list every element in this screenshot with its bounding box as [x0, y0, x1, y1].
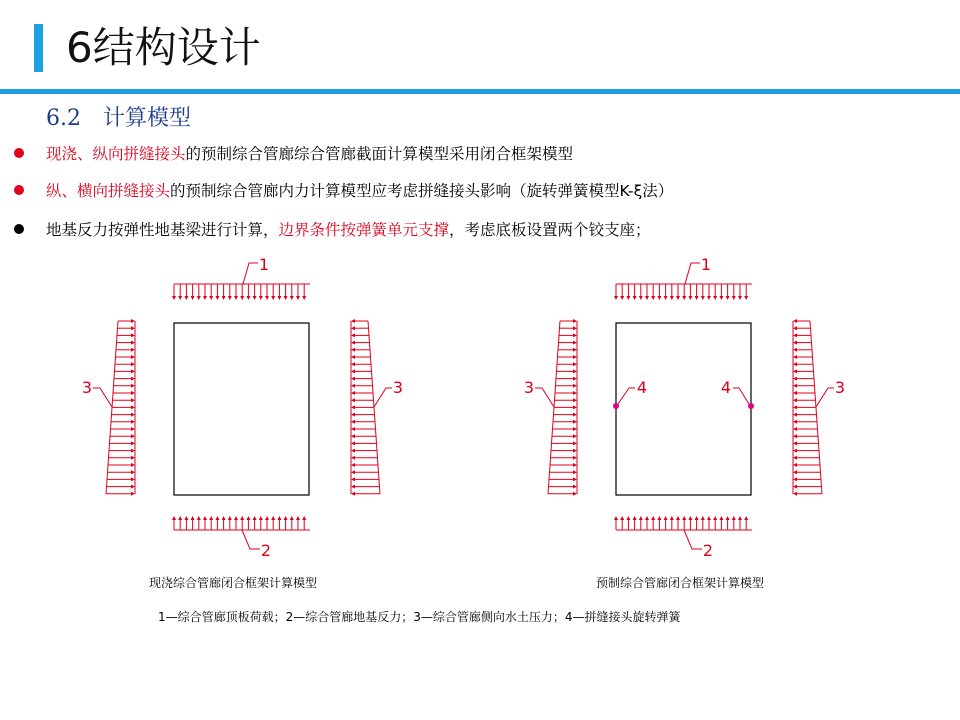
load-arrowhead: [351, 333, 355, 337]
leader-line: [93, 388, 112, 407]
load-arrowhead: [271, 296, 275, 300]
bullet-highlight: 边界条件按弹簧单元支撑: [278, 221, 450, 239]
load-arrowhead: [707, 516, 711, 520]
load-arrowhead: [620, 296, 624, 300]
load-arrowhead: [701, 516, 705, 520]
load-arrowhead: [351, 326, 355, 330]
load-arrowhead: [351, 377, 355, 381]
load-arrowhead: [351, 405, 355, 409]
load-arrowhead: [234, 296, 238, 300]
load-arrowhead: [744, 296, 748, 300]
load-arrowhead: [290, 296, 294, 300]
load-arrowhead: [670, 296, 674, 300]
load-arrowhead: [573, 427, 577, 431]
load-arrowhead: [197, 296, 201, 300]
load-arrowhead: [793, 355, 797, 359]
bullet-item-1: [14, 143, 573, 165]
load-arrowhead: [302, 296, 306, 300]
load-arrowhead: [793, 492, 797, 496]
load-arrowhead: [573, 333, 577, 337]
load-arrowhead: [351, 477, 355, 481]
precast-frame-model: [524, 255, 845, 560]
load-arrowhead: [793, 333, 797, 337]
bullet-text-post: ，考虑底板设置两个铰支座；: [449, 221, 651, 239]
load-arrowhead: [131, 391, 135, 395]
load-arrowhead: [573, 369, 577, 373]
load-arrowhead: [626, 516, 630, 520]
load-arrowhead: [351, 369, 355, 373]
load-arrowhead: [131, 477, 135, 481]
load-arrowhead: [131, 492, 135, 496]
load-arrowhead: [793, 377, 797, 381]
load-arrowhead: [793, 362, 797, 366]
load-arrowhead: [793, 427, 797, 431]
leader-line: [535, 388, 554, 407]
diagram-legend: 1—综合管廊顶板荷载；2—综合管廊地基反力；3—综合管廊侧向水土压力；4—拼缝接头旋转弹簧: [158, 610, 681, 624]
load-arrowhead: [228, 296, 232, 300]
load-arrowhead: [573, 413, 577, 417]
load-arrowhead: [296, 296, 300, 300]
load-arrowhead: [253, 516, 257, 520]
load-arrowhead: [793, 456, 797, 460]
load-arrowhead: [732, 296, 736, 300]
title-rule: [0, 89, 960, 94]
label-left-load: 3: [81, 378, 93, 397]
load-arrowhead: [184, 516, 188, 520]
bullet-highlight: 现浇、纵向拼缝接头: [46, 145, 186, 163]
load-arrowhead: [259, 516, 263, 520]
load-arrowhead: [296, 516, 300, 520]
leader-line: [374, 388, 392, 407]
load-arrowhead: [793, 405, 797, 409]
load-arrowhead: [351, 456, 355, 460]
load-arrowhead: [246, 296, 250, 300]
label-spring-right: 4: [720, 378, 732, 397]
leader-line: [242, 530, 260, 549]
load-arrowhead: [191, 516, 195, 520]
load-arrowhead: [191, 296, 195, 300]
title-accent-bar: [34, 24, 43, 72]
load-arrowhead: [178, 516, 182, 520]
load-arrowhead: [793, 384, 797, 388]
load-arrowhead: [184, 296, 188, 300]
load-arrowhead: [131, 398, 135, 402]
load-arrowhead: [793, 449, 797, 453]
load-arrowhead: [131, 348, 135, 352]
load-arrowhead: [793, 319, 797, 323]
load-arrowhead: [131, 333, 135, 337]
load-arrowhead: [793, 391, 797, 395]
leader-line: [684, 530, 702, 549]
load-arrowhead: [573, 384, 577, 388]
section-number: 6.2: [46, 106, 81, 131]
leader-line: [243, 263, 258, 284]
load-arrowhead: [351, 341, 355, 345]
bullet-dot: [14, 224, 24, 234]
load-arrowhead: [573, 470, 577, 474]
load-arrowhead: [676, 516, 680, 520]
load-arrowhead: [215, 516, 219, 520]
bullet-text: 的预制综合管廊综合管廊截面计算模型采用闭合框架模型: [185, 145, 574, 163]
load-arrowhead: [351, 463, 355, 467]
load-arrowhead: [131, 434, 135, 438]
load-arrowhead: [222, 296, 226, 300]
load-arrowhead: [657, 296, 661, 300]
load-arrowhead: [633, 516, 637, 520]
section-heading: [46, 104, 191, 134]
load-arrowhead: [793, 485, 797, 489]
leader-line: [618, 388, 635, 404]
bullet-text: 的预制综合管廊内力计算模型应考虑拼缝接头影响（旋转弹簧模型K-ξ法）: [170, 182, 674, 200]
load-arrowhead: [302, 516, 306, 520]
load-arrowhead: [131, 355, 135, 359]
load-arrowhead: [351, 492, 355, 496]
bullet-highlight: 纵、横向拼缝接头: [46, 182, 171, 200]
bullet-item-2: [14, 180, 673, 202]
load-arrowhead: [131, 485, 135, 489]
label-bottom-load: 2: [702, 541, 714, 560]
load-arrowhead: [351, 391, 355, 395]
load-arrowhead: [657, 516, 661, 520]
load-arrowhead: [284, 516, 288, 520]
load-arrowhead: [203, 296, 207, 300]
bullet-dot: [14, 185, 24, 195]
load-arrowhead: [793, 369, 797, 373]
load-arrowhead: [573, 441, 577, 445]
frame-box: [174, 323, 309, 495]
load-arrowhead: [351, 434, 355, 438]
load-arrowhead: [351, 398, 355, 402]
load-arrowhead: [726, 296, 730, 300]
load-arrowhead: [131, 384, 135, 388]
load-arrowhead: [240, 516, 244, 520]
label-right-load: 3: [392, 378, 404, 397]
load-arrowhead: [573, 456, 577, 460]
load-arrowhead: [246, 516, 250, 520]
left-model-caption: 现浇综合管廊闭合框架计算模型: [149, 576, 318, 590]
load-arrowhead: [351, 470, 355, 474]
label-top-load: 1: [258, 255, 270, 274]
load-arrowhead: [682, 296, 686, 300]
load-arrowhead: [664, 296, 668, 300]
load-arrowhead: [695, 296, 699, 300]
load-arrowhead: [228, 516, 232, 520]
load-arrowhead: [351, 348, 355, 352]
load-arrowhead: [351, 441, 355, 445]
load-arrowhead: [277, 296, 281, 300]
load-arrowhead: [573, 362, 577, 366]
right-model-caption: 预制综合管廊闭合框架计算模型: [596, 576, 765, 590]
load-arrowhead: [639, 296, 643, 300]
load-arrowhead: [259, 296, 263, 300]
load-arrowhead: [209, 296, 213, 300]
load-arrowhead: [351, 384, 355, 388]
load-arrowhead: [639, 516, 643, 520]
load-arrowhead: [726, 516, 730, 520]
load-arrowhead: [209, 516, 213, 520]
load-arrowhead: [695, 516, 699, 520]
load-arrowhead: [573, 391, 577, 395]
load-arrowhead: [573, 341, 577, 345]
load-arrowhead: [793, 470, 797, 474]
load-arrowhead: [793, 434, 797, 438]
load-arrowhead: [719, 296, 723, 300]
load-arrowhead: [253, 296, 257, 300]
load-arrowhead: [131, 413, 135, 417]
load-arrowhead: [645, 516, 649, 520]
leader-line: [685, 263, 700, 284]
label-bottom-load: 2: [260, 541, 272, 560]
load-arrowhead: [573, 485, 577, 489]
frame-box: [616, 323, 751, 495]
load-arrowhead: [131, 420, 135, 424]
load-arrowhead: [664, 516, 668, 520]
load-arrowhead: [131, 362, 135, 366]
load-arrowhead: [793, 463, 797, 467]
load-arrowhead: [178, 296, 182, 300]
load-arrowhead: [240, 296, 244, 300]
load-arrowhead: [744, 516, 748, 520]
load-arrowhead: [626, 296, 630, 300]
bullet-item-3: [14, 219, 651, 241]
load-arrowhead: [573, 492, 577, 496]
cast-in-place-frame-model: [82, 255, 403, 560]
label-spring-left: 4: [636, 378, 648, 397]
load-arrowhead: [197, 516, 201, 520]
load-arrowhead: [670, 516, 674, 520]
load-arrowhead: [290, 516, 294, 520]
load-arrowhead: [701, 296, 705, 300]
load-arrowhead: [793, 348, 797, 352]
load-arrowhead: [234, 516, 238, 520]
load-arrowhead: [131, 319, 135, 323]
load-arrowhead: [271, 516, 275, 520]
bullet-dot: [14, 148, 24, 158]
load-arrowhead: [351, 485, 355, 489]
load-arrowhead: [131, 427, 135, 431]
load-arrowhead: [131, 441, 135, 445]
load-arrowhead: [573, 319, 577, 323]
load-arrowhead: [265, 516, 269, 520]
load-arrowhead: [351, 427, 355, 431]
section-title: 计算模型: [103, 106, 192, 131]
load-arrowhead: [676, 296, 680, 300]
load-arrowhead: [131, 326, 135, 330]
label-right-load: 3: [834, 378, 846, 397]
load-arrowhead: [573, 434, 577, 438]
load-arrowhead: [573, 477, 577, 481]
load-arrowhead: [713, 516, 717, 520]
load-arrowhead: [131, 449, 135, 453]
load-arrowhead: [277, 516, 281, 520]
load-arrowhead: [573, 405, 577, 409]
load-arrowhead: [351, 413, 355, 417]
load-arrowhead: [738, 296, 742, 300]
load-arrowhead: [688, 296, 692, 300]
load-arrowhead: [203, 516, 207, 520]
load-arrowhead: [131, 463, 135, 467]
load-arrowhead: [738, 516, 742, 520]
frame-models-diagram: [0, 250, 960, 580]
load-arrowhead: [573, 377, 577, 381]
leader-line: [816, 388, 834, 407]
load-arrowhead: [351, 362, 355, 366]
load-arrowhead: [793, 413, 797, 417]
load-arrowhead: [793, 326, 797, 330]
load-arrowhead: [793, 441, 797, 445]
load-arrowhead: [682, 516, 686, 520]
load-arrowhead: [284, 296, 288, 300]
load-arrowhead: [351, 449, 355, 453]
load-arrowhead: [131, 470, 135, 474]
slide-title: 6结构设计: [66, 23, 261, 72]
load-arrowhead: [573, 398, 577, 402]
load-arrowhead: [131, 377, 135, 381]
load-arrowhead: [620, 516, 624, 520]
load-arrowhead: [713, 296, 717, 300]
load-arrowhead: [707, 296, 711, 300]
load-arrowhead: [573, 449, 577, 453]
load-arrowhead: [573, 355, 577, 359]
load-arrowhead: [215, 296, 219, 300]
load-arrowhead: [222, 516, 226, 520]
load-arrowhead: [732, 516, 736, 520]
load-arrowhead: [351, 420, 355, 424]
load-arrowhead: [633, 296, 637, 300]
load-arrowhead: [651, 296, 655, 300]
load-arrowhead: [131, 341, 135, 345]
load-arrowhead: [573, 463, 577, 467]
load-arrowhead: [645, 296, 649, 300]
label-top-load: 1: [700, 255, 712, 274]
load-arrowhead: [131, 369, 135, 373]
load-arrowhead: [793, 477, 797, 481]
load-arrowhead: [614, 516, 618, 520]
load-arrowhead: [793, 398, 797, 402]
load-arrowhead: [573, 326, 577, 330]
load-arrowhead: [651, 516, 655, 520]
load-arrowhead: [573, 348, 577, 352]
load-arrowhead: [793, 420, 797, 424]
load-arrowhead: [131, 456, 135, 460]
load-arrowhead: [351, 355, 355, 359]
load-arrowhead: [614, 296, 618, 300]
load-arrowhead: [351, 319, 355, 323]
load-arrowhead: [688, 516, 692, 520]
load-arrowhead: [131, 405, 135, 409]
label-left-load: 3: [523, 378, 535, 397]
load-arrowhead: [793, 341, 797, 345]
load-arrowhead: [172, 516, 176, 520]
load-arrowhead: [573, 420, 577, 424]
load-arrowhead: [719, 516, 723, 520]
load-arrowhead: [172, 296, 176, 300]
bullet-text-pre: 地基反力按弹性地基梁进行计算，: [46, 221, 279, 239]
leader-line: [733, 388, 749, 404]
load-arrowhead: [265, 296, 269, 300]
